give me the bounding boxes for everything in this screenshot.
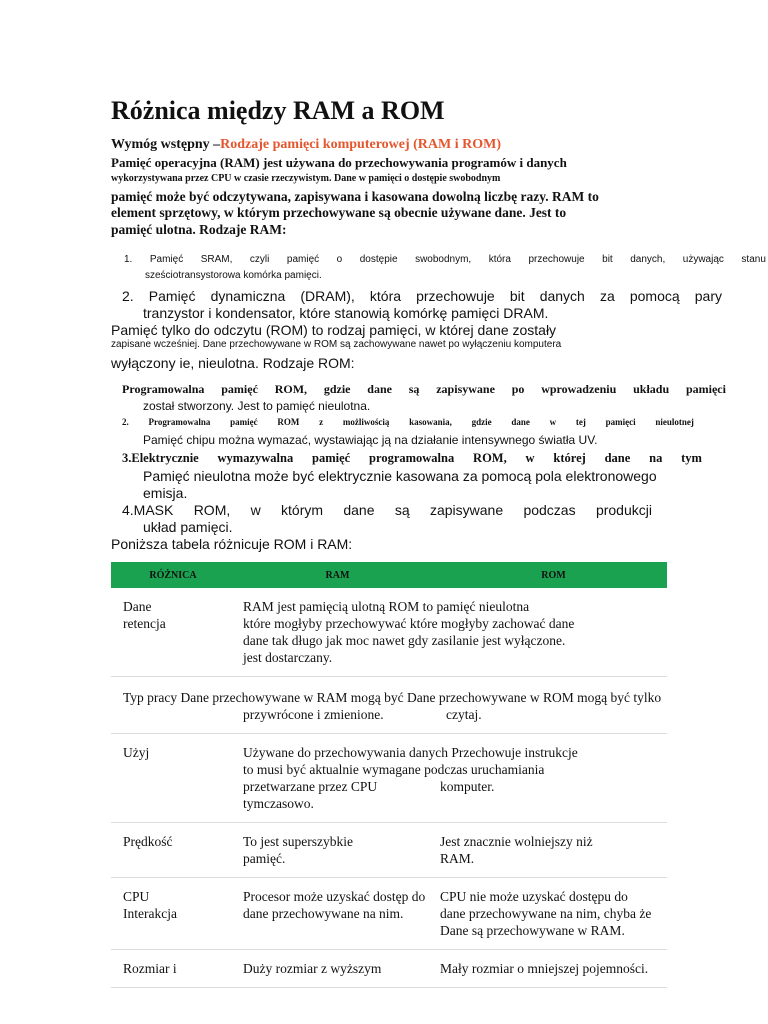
table-cell-c3 bbox=[440, 823, 667, 878]
word: wprowadzeniu bbox=[541, 382, 617, 396]
cell-line: pamięć. bbox=[243, 851, 286, 866]
word: która bbox=[369, 288, 402, 304]
word: Programowalna bbox=[148, 417, 211, 427]
word: ROM, bbox=[193, 502, 231, 518]
table-row bbox=[111, 677, 667, 734]
table-cell-c2 bbox=[235, 878, 440, 950]
cell-line: Procesor może uzyskać dostęp do bbox=[243, 889, 426, 904]
cell-line: Dane są przechowywane w RAM. bbox=[440, 923, 625, 938]
word: nieulotnej bbox=[655, 417, 694, 427]
word: swobodnym, bbox=[415, 254, 472, 265]
word: która bbox=[488, 254, 511, 265]
cell-line: CPU bbox=[123, 889, 150, 904]
table-row bbox=[111, 823, 667, 878]
word: za bbox=[599, 288, 615, 304]
word: tym bbox=[681, 451, 702, 465]
cell-line: Użyj bbox=[123, 745, 150, 760]
word: czyli bbox=[249, 254, 270, 265]
word: 1. bbox=[124, 254, 133, 265]
word: Pamięć bbox=[149, 254, 184, 265]
rom-type-prom-line2: został stworzony. Jest to pamięć nieulotna. bbox=[143, 399, 371, 413]
word: Programowalna bbox=[122, 382, 205, 396]
prerequisite-label: Wymóg wstępny – bbox=[111, 137, 221, 152]
cell-line: przetwarzane przez CPU bbox=[243, 779, 378, 794]
word: 2. bbox=[122, 288, 134, 304]
word: produkcji bbox=[595, 502, 652, 518]
cell-line: dane przechowywane na nim. bbox=[243, 906, 404, 921]
table-cell-c2 bbox=[235, 950, 440, 988]
word: są bbox=[408, 382, 420, 396]
word: możliwością bbox=[342, 417, 390, 427]
cell-line: tymczasowo. bbox=[243, 796, 314, 811]
cell-line: Duży rozmiar z wyższym bbox=[243, 961, 382, 976]
table-cell-c1 bbox=[111, 950, 235, 988]
word: stanu bbox=[741, 254, 766, 265]
table-row bbox=[111, 588, 667, 677]
table-cell-c1 bbox=[111, 677, 667, 734]
cell-line: przywrócone i zmienione. bbox=[243, 707, 384, 722]
word: kasowania, bbox=[409, 417, 452, 427]
cell-line: CPU nie może uzyskać dostępu do bbox=[440, 889, 628, 904]
word: 2. bbox=[122, 417, 129, 427]
word: bit bbox=[509, 288, 525, 304]
cell-line: które mogłyby przechowywać które mogłyby zachować dane bbox=[243, 616, 575, 631]
table-row bbox=[111, 878, 667, 950]
word: w bbox=[549, 417, 557, 427]
word: podczas bbox=[523, 502, 576, 518]
table-intro: Poniższa tabela różnicuje ROM i RAM: bbox=[111, 536, 353, 552]
rom-intro-line-3: wyłączony ie, nieulotna. Rodzaje ROM: bbox=[111, 355, 355, 371]
word: dynamiczna bbox=[210, 288, 286, 304]
word: którym bbox=[281, 502, 324, 518]
word: zapisywane bbox=[429, 502, 504, 518]
cell-line: RAM. bbox=[440, 851, 475, 866]
cell-line: dane tak długo jak moc nawet gdy zasilanie jest wyłączone. bbox=[243, 633, 566, 648]
cell-line: Typ pracy Dane przechowywane w RAM mogą być Dane przechowywane w ROM mogą być tylko bbox=[123, 690, 662, 705]
rom-intro-line-2: zapisane wcześniej. Dane przechowywane w ROM są zachowywane nawet po wyłączeniu komputera bbox=[111, 339, 562, 350]
table-cell-c1 bbox=[111, 823, 235, 878]
word: przechowuje bbox=[528, 254, 585, 265]
rom-type-eeprom-line3: emisja. bbox=[143, 485, 188, 501]
cell-line: Używane do przechowywania danych Przechowuje instrukcje bbox=[243, 745, 578, 760]
word: w bbox=[525, 451, 535, 465]
comparison-table bbox=[111, 562, 667, 988]
word: pamięci bbox=[605, 417, 636, 427]
word: 4.MASK bbox=[122, 502, 174, 518]
word: na bbox=[649, 451, 663, 465]
word: po bbox=[511, 382, 525, 396]
intro-line-3: pamięć może być odczytywana, zapisywana i kasowana dowolną liczbę razy. RAM to bbox=[111, 189, 599, 204]
word: z bbox=[319, 417, 324, 427]
word: Pamięć bbox=[148, 288, 196, 304]
table-cell-c3 bbox=[440, 950, 667, 988]
intro-line-4: element sprzętowy, w którym przechowywane są obecnie używane dane. Jest to bbox=[111, 205, 567, 220]
cell-line bbox=[440, 795, 667, 812]
word: dane bbox=[343, 502, 375, 518]
table-cell-c2 bbox=[235, 823, 440, 878]
rom-type-eprom-line2: Pamięć chipu można wymazać, wystawiając ją na działanie intensywnego światła UV. bbox=[143, 433, 598, 447]
cell-line: Jest znacznie wolniejszy niż bbox=[440, 834, 593, 849]
word: wymazywalna bbox=[217, 451, 294, 465]
prerequisite-line bbox=[111, 137, 501, 153]
word: gdzie bbox=[471, 417, 492, 427]
intro-line-5: pamięć ulotna. Rodzaje RAM: bbox=[111, 222, 287, 237]
word: bit bbox=[602, 254, 613, 265]
prerequisite-link[interactable]: Rodzaje pamięci komputerowej (RAM i ROM) bbox=[220, 137, 502, 152]
table-row bbox=[111, 734, 667, 823]
word: danych bbox=[539, 288, 585, 304]
table-cell-c1 bbox=[111, 588, 235, 677]
rom-type-eeprom-line2: Pamięć nieulotna może być elektrycznie kasowana za pomocą pola elektronowego bbox=[143, 468, 657, 484]
cell-line: Prędkość bbox=[123, 834, 173, 849]
word: dostępie bbox=[359, 254, 398, 265]
page-title: Różnica między RAM a ROM bbox=[111, 96, 445, 125]
word: dane bbox=[511, 417, 530, 427]
cell-line: czytaj. bbox=[446, 707, 482, 722]
word: pamięć bbox=[312, 451, 351, 465]
word: ROM, bbox=[473, 451, 507, 465]
ram-type-sram-line2: sześciotransystorowa komórka pamięci. bbox=[145, 270, 322, 281]
word: której bbox=[553, 451, 586, 465]
ram-type-dram-line2: tranzystor i kondensator, które stanowią komórkę pamięci DRAM. bbox=[143, 305, 549, 321]
cell-line: To jest superszybkie bbox=[243, 834, 354, 849]
word: przechowuje bbox=[416, 288, 495, 304]
word: pomocą bbox=[629, 288, 680, 304]
rom-type-eprom-line1 bbox=[122, 417, 694, 427]
rom-type-prom-line1 bbox=[122, 382, 726, 397]
word: zapisywane bbox=[436, 382, 495, 396]
rom-type-eeprom-line1 bbox=[122, 451, 702, 466]
cell-line: jest dostarczany. bbox=[243, 650, 333, 665]
cell-line: dane przechowywane na nim, chyba że bbox=[440, 906, 652, 921]
table-cell-c1 bbox=[111, 878, 235, 950]
cell-line: retencja bbox=[123, 616, 166, 631]
table-cell-c1 bbox=[111, 734, 235, 823]
rom-type-mask-line1 bbox=[122, 502, 652, 518]
table-cell-c3 bbox=[440, 878, 667, 950]
word: w bbox=[250, 502, 261, 518]
word: danych, bbox=[630, 254, 666, 265]
word: o bbox=[336, 254, 343, 265]
word: ROM, bbox=[274, 382, 308, 396]
word: programowalna bbox=[369, 451, 455, 465]
cell-line: Mały rozmiar o mniejszej pojemności. bbox=[440, 961, 649, 976]
cell-line: Dane bbox=[123, 599, 152, 614]
word: pamięć bbox=[221, 382, 258, 396]
word: ROM bbox=[277, 417, 300, 427]
word: gdzie bbox=[323, 382, 351, 396]
word: (DRAM), bbox=[300, 288, 355, 304]
word: pamięć bbox=[286, 254, 320, 265]
cell-line: Rozmiar i bbox=[123, 961, 177, 976]
word: tej bbox=[575, 417, 586, 427]
word: SRAM, bbox=[200, 254, 233, 265]
word: używając bbox=[682, 254, 724, 265]
intro-line-1: Pamięć operacyjna (RAM) jest używana do przechowywania programów i danych bbox=[111, 155, 567, 170]
word: dane bbox=[604, 451, 631, 465]
table-row bbox=[111, 950, 667, 988]
cell-line: to musi być aktualnie wymagane podczas uruchamiania bbox=[243, 762, 545, 777]
word: dane bbox=[367, 382, 392, 396]
header-difference: RÓŻNICA bbox=[111, 562, 235, 588]
intro-line-2: wykorzystywana przez CPU w czasie rzeczywistym. Dane w pamięci o dostępie swobodnym bbox=[111, 173, 501, 184]
word: układu bbox=[633, 382, 670, 396]
cell-line: komputer. bbox=[440, 779, 495, 794]
table-header-row bbox=[111, 562, 667, 588]
table-cell-c2 bbox=[235, 588, 575, 677]
word: pamięć bbox=[230, 417, 258, 427]
word: są bbox=[394, 502, 410, 518]
ram-type-sram-line1 bbox=[124, 254, 766, 265]
rom-intro-line-1: Pamięć tylko do odczytu (ROM) to rodzaj pamięci, w której dane zostały bbox=[111, 322, 557, 338]
word: pary bbox=[694, 288, 722, 304]
row-continuation bbox=[123, 706, 667, 723]
word: 3.Elektrycznie bbox=[122, 451, 199, 465]
cell-line: RAM jest pamięcią ulotną ROM to pamięć nieulotna bbox=[243, 599, 530, 614]
header-ram: RAM bbox=[235, 562, 440, 588]
word: pamięci bbox=[685, 382, 726, 396]
header-rom: ROM bbox=[440, 562, 667, 588]
ram-type-dram-line1 bbox=[122, 288, 722, 304]
rom-type-mask-line2: układ pamięci. bbox=[143, 519, 233, 535]
cell-line: Interakcja bbox=[123, 906, 177, 921]
